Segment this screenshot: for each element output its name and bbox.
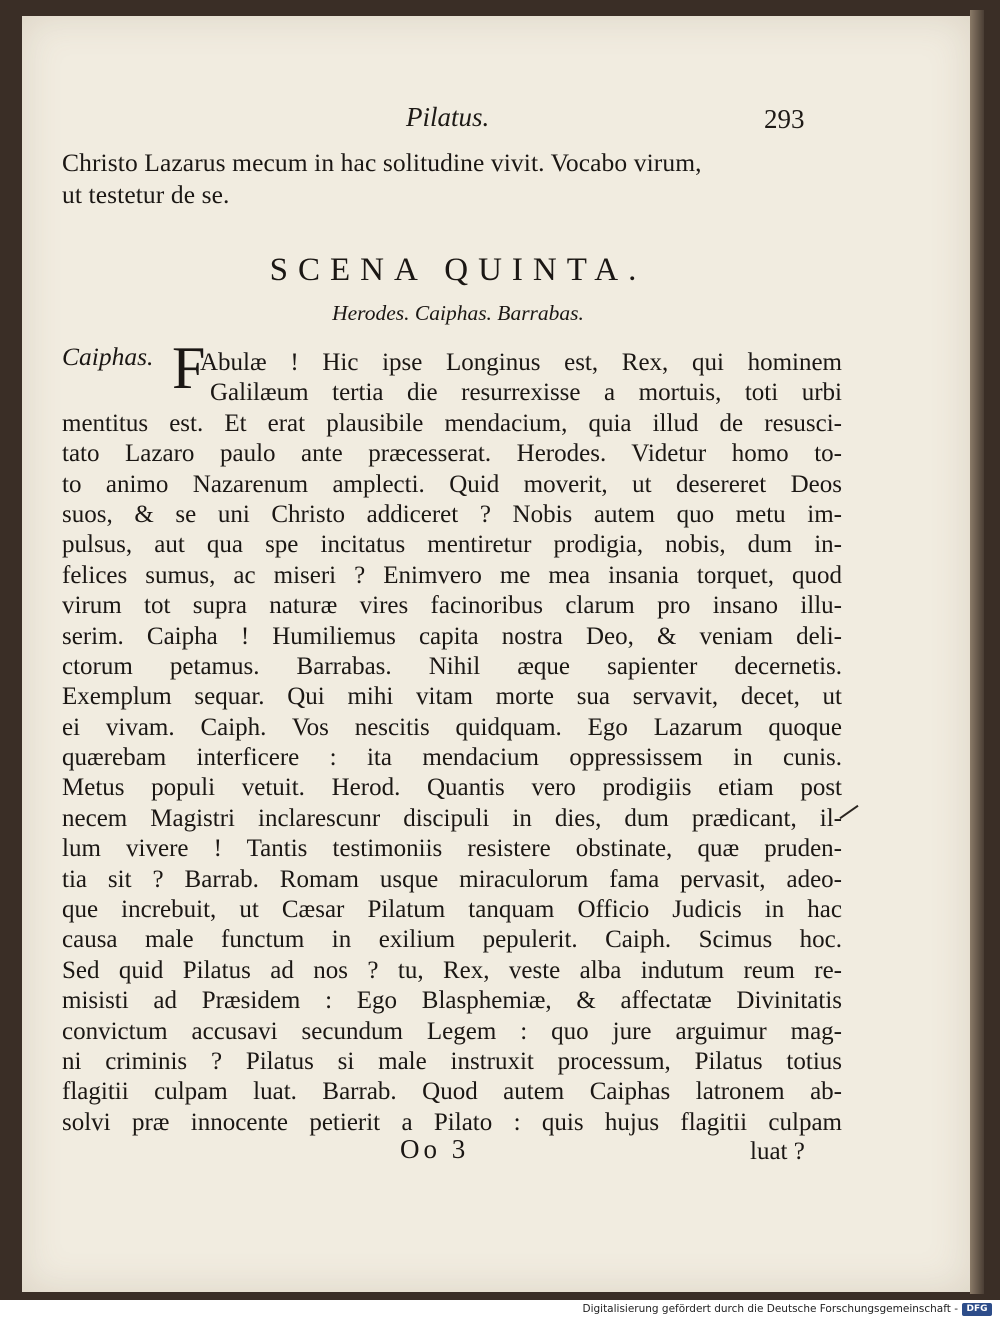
body-line: ei vivam. Caiph. Vos nescitis quidquam. Ego Lazarum quoque xyxy=(62,713,842,741)
body-line: misisti ad Præsidem : Ego Blasphemiæ, & affectatæ Divinitatis xyxy=(62,987,842,1015)
dfg-logo: DFG xyxy=(962,1303,992,1316)
body-line: Exemplum sequar. Qui mihi vitam morte sua servavit, decet, ut xyxy=(62,683,842,711)
body-line: felices sumus, ac miseri ? Enimvero me mea insania torquet, quod xyxy=(62,561,842,589)
body-line: pulsus, aut qua spe incitatus mentiretur prodigia, nobis, dum in- xyxy=(62,531,842,559)
body-text xyxy=(62,348,842,1148)
body-line: solvi præ innocente petierit a Pilato : quis hujus flagitii culpam xyxy=(62,1108,842,1136)
opening-line-2: ut testetur de se. xyxy=(62,180,230,209)
body-line: suos, & se uni Christo addiceret ? Nobis autem quo metu im- xyxy=(62,500,842,528)
body-line: ctorum petamus. Barrabas. Nihil æque sapienter decernetis. xyxy=(62,652,842,680)
body-line: tia sit ? Barrab. Romam usque miraculorum fama pervasit, adeo- xyxy=(62,865,842,893)
page-number: 293 xyxy=(764,104,805,134)
page-header xyxy=(22,102,970,142)
speaker-name: Caiphas. xyxy=(62,342,154,371)
body-line: Abulæ ! Hic ipse Longinus est, Rex, qui hominem xyxy=(200,349,842,376)
body-line: flagitii culpam luat. Barrab. Quod autem Caiphas latronem ab- xyxy=(62,1078,842,1106)
footer-credit: Digitalisierung gefördert durch die Deutsche Forschungsgemeinschaft - xyxy=(582,1303,958,1315)
body-line: causa male functum in exilium pepulerit. Caiph. Scimus hoc. xyxy=(62,926,842,954)
drop-cap: F xyxy=(172,335,206,401)
body-line: mentitus est. Et erat plausibile mendacium, quia illud de resusci- xyxy=(62,409,842,437)
body-line: lum vivere ! Tantis testimoniis resistere obstinate, quæ pruden- xyxy=(62,835,842,863)
scene-title: SCENA QUINTA. xyxy=(269,252,647,288)
margin-mark xyxy=(839,805,858,819)
body-line: serim. Caipha ! Humiliemus capita nostra Deo, & veniam deli- xyxy=(62,622,842,650)
body-line: Sed quid Pilatus ad nos ? tu, Rex, veste alba indutum reum re- xyxy=(62,956,842,984)
body-line: tato Lazaro paulo ante præcesserat. Herodes. Videtur homo to- xyxy=(62,440,842,468)
signature-mark: Oo 3 xyxy=(400,1134,470,1164)
body-line: necem Magistri inclarescunr discipuli in dies, dum prædicant, il- xyxy=(62,804,842,832)
body-line: to animo Nazarenum amplecti. Quid moverit, ut desereret Deos xyxy=(62,470,842,498)
body-line: ni criminis ? Pilatus si male instruxit processum, Pilatus totius xyxy=(62,1047,842,1075)
running-head: Pilatus. xyxy=(406,102,490,132)
book-page xyxy=(22,16,970,1292)
body-line: que increbuit, ut Cæsar Pilatum tanquam Officio Judicis in hac xyxy=(62,896,842,924)
catchword: luat ? xyxy=(750,1138,805,1165)
footer-bar xyxy=(0,1300,1000,1319)
scene-cast: Herodes. Caiphas. Barrabas. xyxy=(332,301,584,325)
book-gutter xyxy=(970,10,984,1294)
body-line: virum tot supra naturæ vires facinoribus clarum pro insano illu- xyxy=(62,592,842,620)
body-line: Galilæum tertia die resurrexisse a mortuis, toti urbi xyxy=(210,379,842,407)
opening-line-1: Christo Lazarus mecum in hac solitudine vivit. Vocabo virum, xyxy=(62,148,702,177)
body-line: Metus populi vetuit. Herod. Quantis vero prodigiis etiam post xyxy=(62,774,842,802)
body-line: quærebam interficere : ita mendacium oppressissem in cunis. xyxy=(62,744,842,772)
body-line: convictum accusavi secundum Legem : quo jure arguimur mag- xyxy=(62,1017,842,1045)
